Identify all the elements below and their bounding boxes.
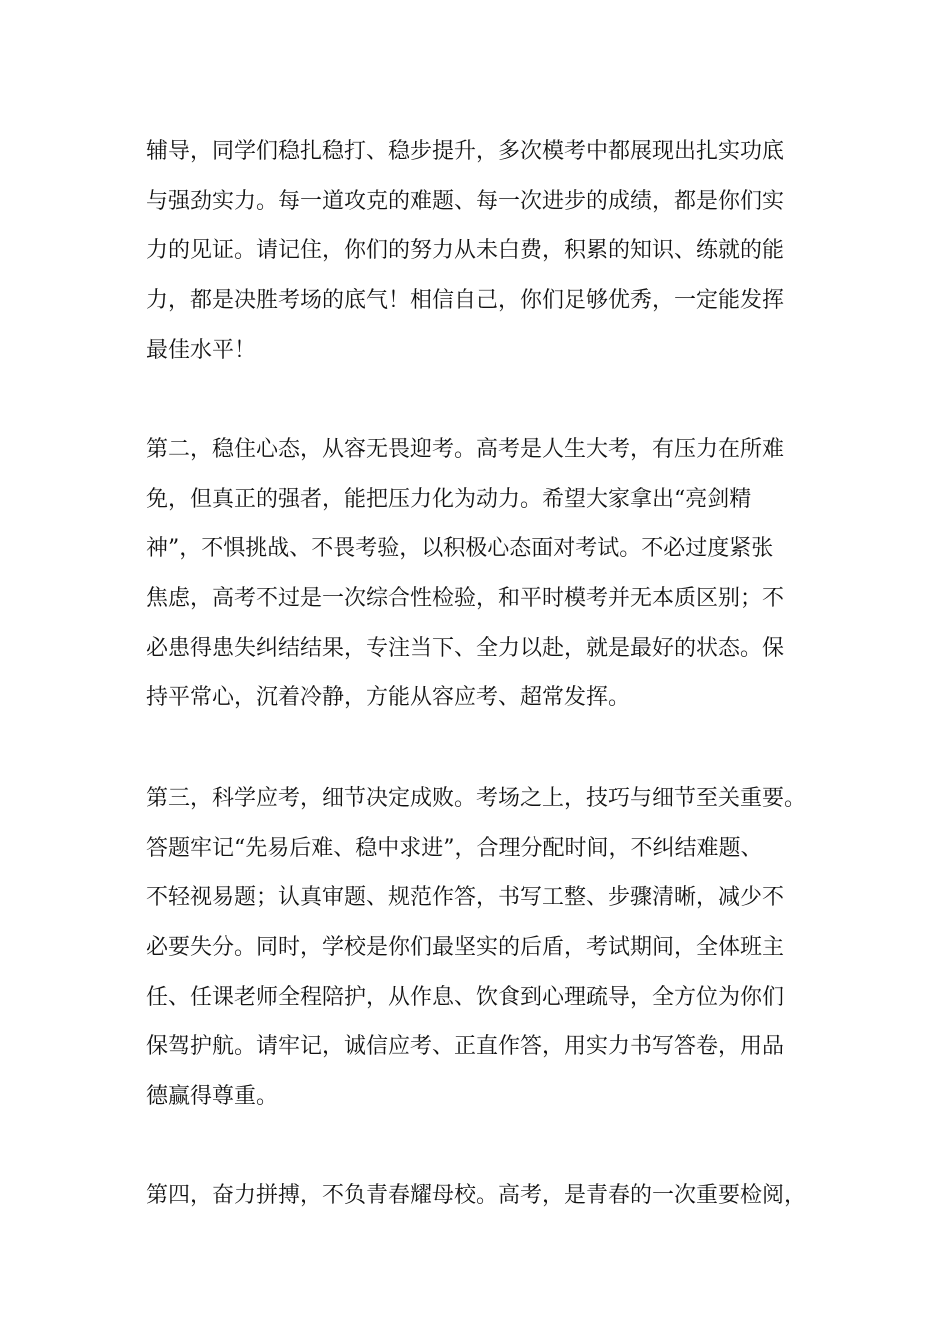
text-line: 德赢得尊重。	[146, 1084, 279, 1109]
text-line: 免，但真正的强者，能把压力化为动力。希望大家拿出“亮剑精	[146, 487, 752, 512]
text-line: 第三，科学应考，细节决定成败。考场之上，技巧与细节至关重要。	[146, 786, 807, 811]
text-line: 必患得患失纠结结果，专注当下、全力以赴，就是最好的状态。保	[146, 636, 785, 661]
text-line: 持平常心，沉着冷静，方能从容应考、超常发挥。	[146, 685, 631, 710]
text-line: 最佳水平！	[146, 338, 257, 363]
text-line: 力的见证。请记住，你们的努力从未白费，积累的知识、练就的能	[146, 238, 785, 263]
text-line: 与强劲实力。每一道攻克的难题、每一次进步的成绩，都是你们实	[146, 189, 785, 214]
text-line: 焦虑，高考不过是一次综合性检验，和平时模考并无本质区别；不	[146, 586, 785, 611]
text-line: 辅导，同学们稳扎稳打、稳步提升，多次模考中都展现出扎实功底	[146, 139, 785, 164]
text-line: 任、任课老师全程陪护，从作息、饮食到心理疏导，全方位为你们	[146, 985, 785, 1010]
text-line: 神”，不惧挑战、不畏考验，以积极心态面对考试。不必过度紧张	[146, 536, 774, 561]
text-line: 答题牢记“先易后难、稳中求进”，合理分配时间，不纠结难题、	[146, 836, 763, 861]
text-line: 第四，奋力拼搏，不负青春耀母校。高考，是青春的一次重要检阅，	[146, 1183, 807, 1208]
text-line: 保驾护航。请牢记，诚信应考、正直作答，用实力书写答卷，用品	[146, 1034, 785, 1059]
text-line: 不轻视易题；认真审题、规范作答，书写工整、步骤清晰，减少不	[146, 885, 785, 910]
text-line: 力，都是决胜考场的底气！相信自己，你们足够优秀，一定能发挥	[146, 288, 785, 313]
text-line: 第二，稳住心态，从容无畏迎考。高考是人生大考，有压力在所难	[146, 437, 785, 462]
text-line: 必要失分。同时，学校是你们最坚实的后盾，考试期间，全体班主	[146, 935, 785, 960]
